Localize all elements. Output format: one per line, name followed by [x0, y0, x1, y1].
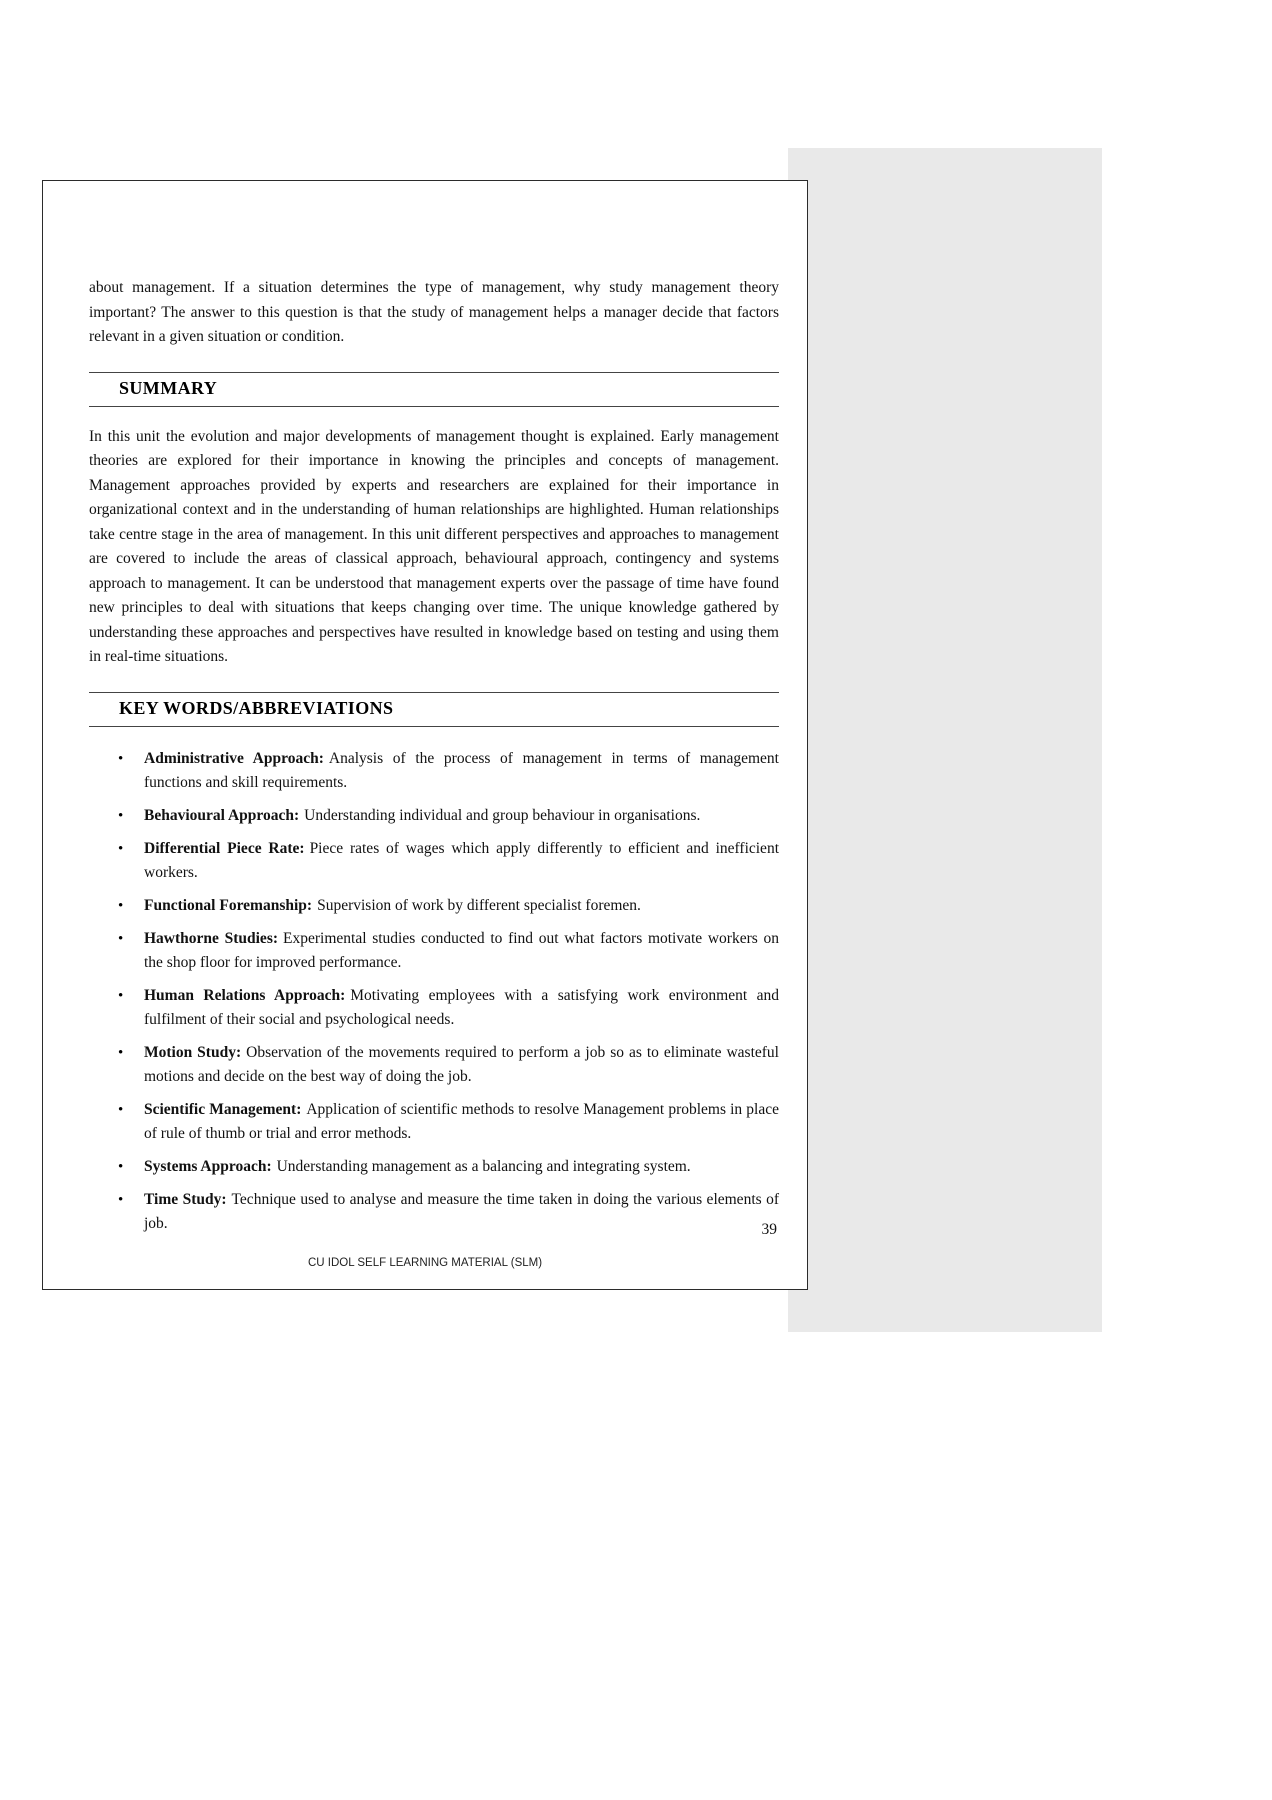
keyword-item	[144, 1155, 779, 1179]
keyword-term: Time Study:	[144, 1190, 227, 1208]
intro-paragraph: about management. If a situation determines the type of management, why study management theory important? The answer to this question is that the study of management helps a manager decide that factors relevant in a given situation or condition.	[89, 279, 779, 345]
keyword-term: Motion Study:	[144, 1043, 242, 1061]
keyword-term: Behavioural Approach:	[144, 806, 300, 824]
keywords-section-heading	[89, 692, 779, 727]
keyword-term: Systems Approach:	[144, 1157, 272, 1175]
keywords-heading-text: KEY WORDS/ABBREVIATIONS	[119, 697, 394, 718]
page	[42, 180, 808, 1290]
keyword-definition: Understanding management as a balancing and integrating system.	[276, 1157, 691, 1175]
keyword-definition: Application of scientific methods to resolve Management problems in place of rule of thumb or trial and error methods.	[144, 1100, 779, 1142]
keyword-item	[144, 804, 779, 828]
keyword-definition: Analysis of the process of management in terms of management functions and skill requirements.	[144, 749, 779, 791]
summary-section-heading	[89, 372, 779, 407]
keyword-definition: Understanding individual and group behaviour in organisations.	[304, 806, 701, 824]
keyword-item	[144, 1188, 779, 1236]
keyword-item	[144, 1041, 779, 1089]
page-content	[89, 276, 779, 1245]
keywords-list	[89, 747, 779, 1236]
keyword-item	[144, 894, 779, 918]
keyword-term: Administrative Approach:	[144, 749, 324, 767]
keyword-definition: Experimental studies conducted to find out what factors motivate workers on the shop floor for improved performance.	[144, 929, 779, 971]
page-shadow	[788, 148, 1102, 1332]
keyword-item	[144, 1098, 779, 1146]
keyword-definition: Technique used to analyse and measure the time taken in doing the various elements of job.	[144, 1190, 780, 1232]
keyword-item	[144, 747, 779, 795]
keyword-item	[144, 984, 779, 1032]
keyword-term: Differential Piece Rate:	[144, 839, 305, 857]
keyword-term: Functional Foremanship:	[144, 896, 313, 914]
summary-heading-text: SUMMARY	[119, 377, 218, 398]
keyword-item	[144, 927, 779, 975]
keyword-definition: Supervision of work by different specialist foremen.	[317, 896, 641, 914]
keyword-definition: Piece rates of wages which apply differently to efficient and inefficient workers.	[144, 839, 779, 881]
keyword-definition: Motivating employees with a satisfying work environment and fulfilment of their social and psychological needs.	[144, 986, 779, 1028]
keyword-term: Scientific Management:	[144, 1100, 302, 1118]
keyword-item	[144, 837, 779, 885]
keyword-term: Human Relations Approach:	[144, 986, 346, 1004]
summary-paragraph: In this unit the evolution and major developments of management thought is explained. Early management theories are explored for their importance in knowing the principles and concepts of management. Management approaches provided by experts and researchers are explained for their importance in organizational context and in the understanding of human relationships are highlighted. Human relationships take centre stage in the area of management. In this unit different perspectives and approaches to management are covered to include the areas of classical approach, behavioural approach, contingency and systems approach to management. It can be understood that management experts over the passage of time have found new principles to deal with situations that keeps changing over time. The unique knowledge gathered by understanding these approaches and perspectives have resulted in knowledge based on testing and using them in real-time situations.	[89, 427, 779, 665]
page-number: 39	[761, 1221, 777, 1238]
footer-text: CU IDOL SELF LEARNING MATERIAL (SLM)	[307, 1257, 543, 1269]
keyword-term: Hawthorne Studies:	[144, 929, 279, 947]
keyword-definition: Observation of the movements required to perform a job so as to eliminate wasteful motions and decide on the best way of doing the job.	[144, 1043, 779, 1085]
